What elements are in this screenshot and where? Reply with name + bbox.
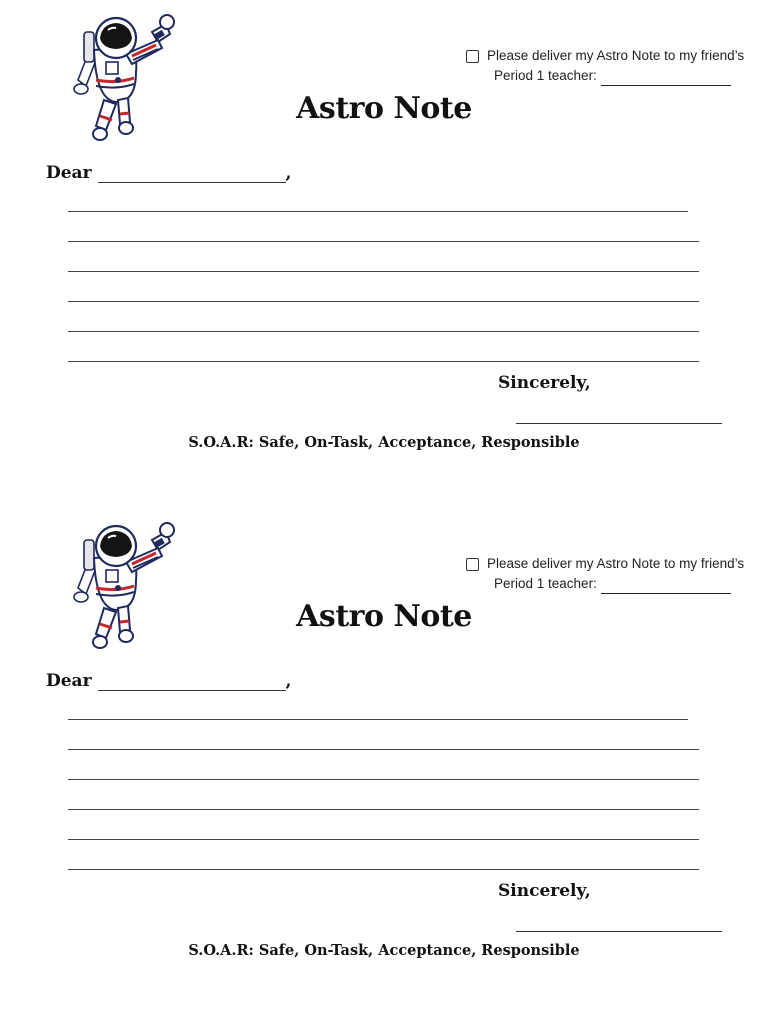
signature-line[interactable] <box>516 423 722 424</box>
writing-line[interactable] <box>68 869 699 870</box>
greeting-comma: , <box>285 163 292 183</box>
writing-line[interactable] <box>68 719 688 720</box>
soar-footer: S.O.A.R: Safe, On-Task, Acceptance, Responsible <box>188 942 580 959</box>
writing-line[interactable] <box>68 779 699 780</box>
delivery-text-line1: Please deliver my Astro Note to my friend’s <box>487 556 745 571</box>
greeting <box>46 671 291 691</box>
writing-line[interactable] <box>68 271 699 272</box>
dear-label: Dear <box>46 163 92 183</box>
writing-line[interactable] <box>68 809 699 810</box>
delivery-request <box>466 46 756 86</box>
delivery-text-line1: Please deliver my Astro Note to my friend’s <box>487 48 745 63</box>
closing: Sincerely, <box>498 373 591 393</box>
greeting <box>46 163 291 183</box>
greeting-comma: , <box>285 671 292 691</box>
closing: Sincerely, <box>498 881 591 901</box>
page-title: Astro Note <box>296 91 472 126</box>
recipient-name-line[interactable] <box>98 166 286 183</box>
delivery-text-line2: Period 1 teacher: <box>494 68 597 83</box>
checkbox-icon[interactable] <box>466 558 479 571</box>
teacher-name-line[interactable] <box>601 579 731 594</box>
dear-label: Dear <box>46 671 92 691</box>
astro-note-2 <box>0 508 768 1016</box>
delivery-text-line2: Period 1 teacher: <box>494 576 597 591</box>
signature-line[interactable] <box>516 931 722 932</box>
writing-line[interactable] <box>68 211 688 212</box>
writing-line[interactable] <box>68 241 699 242</box>
writing-line[interactable] <box>68 331 699 332</box>
page-title: Astro Note <box>296 599 472 634</box>
writing-line[interactable] <box>68 361 699 362</box>
writing-line[interactable] <box>68 301 699 302</box>
delivery-request <box>466 554 756 594</box>
writing-line[interactable] <box>68 749 699 750</box>
recipient-name-line[interactable] <box>98 674 286 691</box>
astro-note-1 <box>0 0 768 508</box>
writing-line[interactable] <box>68 839 699 840</box>
checkbox-icon[interactable] <box>466 50 479 63</box>
soar-footer: S.O.A.R: Safe, On-Task, Acceptance, Responsible <box>188 434 580 451</box>
teacher-name-line[interactable] <box>601 71 731 86</box>
